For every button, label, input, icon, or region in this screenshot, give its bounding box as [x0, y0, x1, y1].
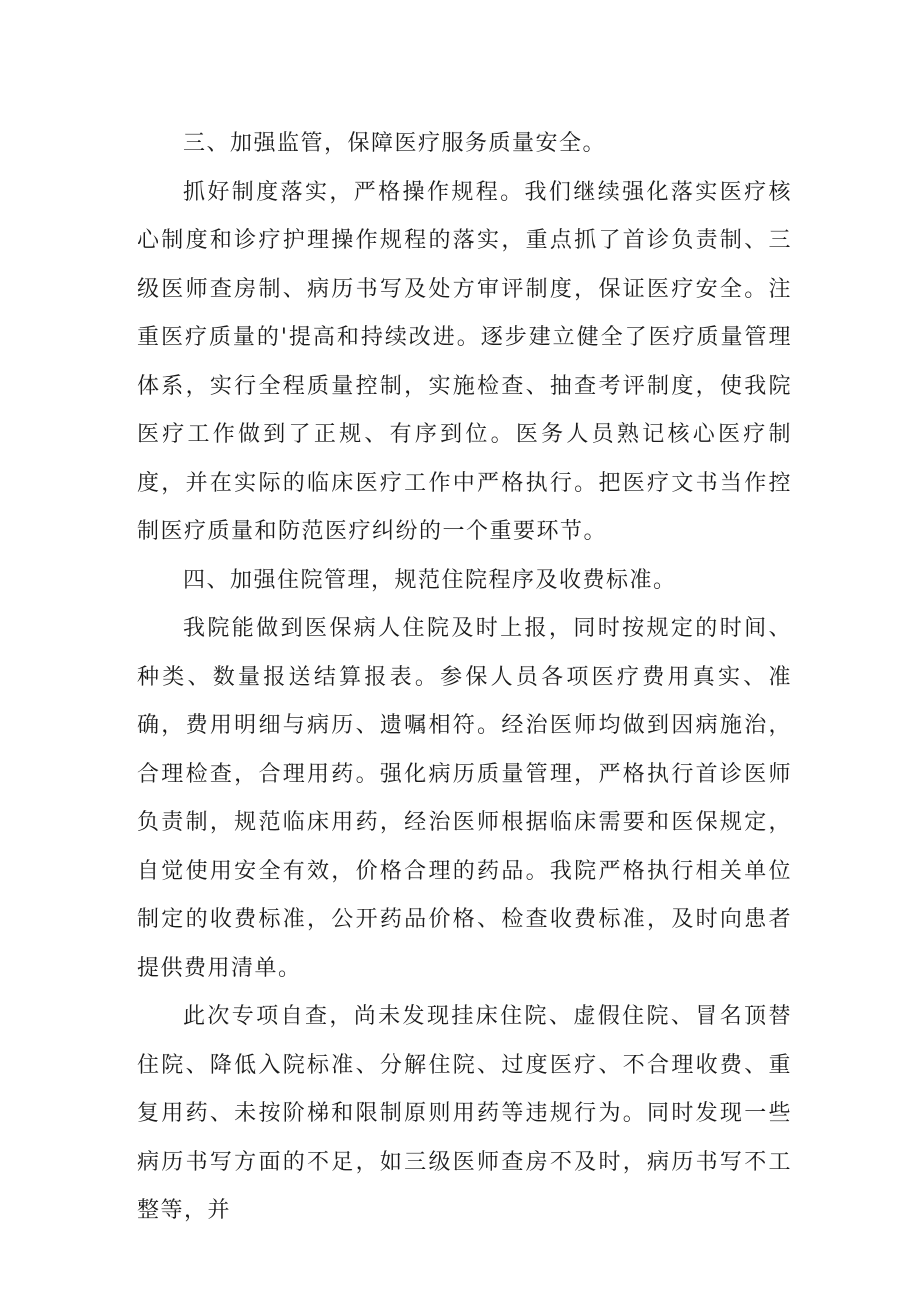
section-heading-4: 四、加强住院管理，规范住院程序及收费标准。	[183, 567, 677, 593]
paragraph-self-inspection: 此次专项自查，尚未发现挂床住院、虚假住院、冒名顶替住院、降低入院标准、分解住院、过度医疗、不合理收费、重复用药、未按阶梯和限制原则用药等违规行为。同时发现一些病历书写方面的不足，如三级医师查房不及时，病历书写不工整等，并	[137, 1004, 792, 1223]
section-heading-3: 三、加强监管，保障医疗服务质量安全。	[183, 131, 607, 156]
document-body	[137, 120, 792, 1236]
paragraph-inpatient-management: 我院能做到医保病人住院及时上报，同时按规定的时间、种类、数量报送结算报表。参保人员各项医疗费用真实、准确，费用明细与病历、遗嘱相符。经治医师均做到因病施治，合理检查，合理用药。强化病历质量管理，严格执行首诊医师负责制，规范临床用药，经治医师根据临床需要和医保规定，自觉使用安全有效，价格合理的药品。我院严格执行相关单位制定的收费标准，公开药品价格、检查收费标准，及时向患者提供费用清单。	[137, 616, 792, 981]
paragraph-system-implementation: 抓好制度落实，严格操作规程。我们继续强化落实医疗核心制度和诊疗护理操作规程的落实，重点抓了首诊负责制、三级医师查房制、病历书写及处方审评制度，保证医疗安全。注重医疗质量的'提高和持续改进。逐步建立健全了医疗质量管理体系，实行全程质量控制，实施检查、抽查考评制度，使我院医疗工作做到了正规、有序到位。医务人员熟记核心医疗制度，并在实际的临床医疗工作中严格执行。把医疗文书当作控制医疗质量和防范医疗纠纷的一个重要环节。	[137, 179, 792, 544]
